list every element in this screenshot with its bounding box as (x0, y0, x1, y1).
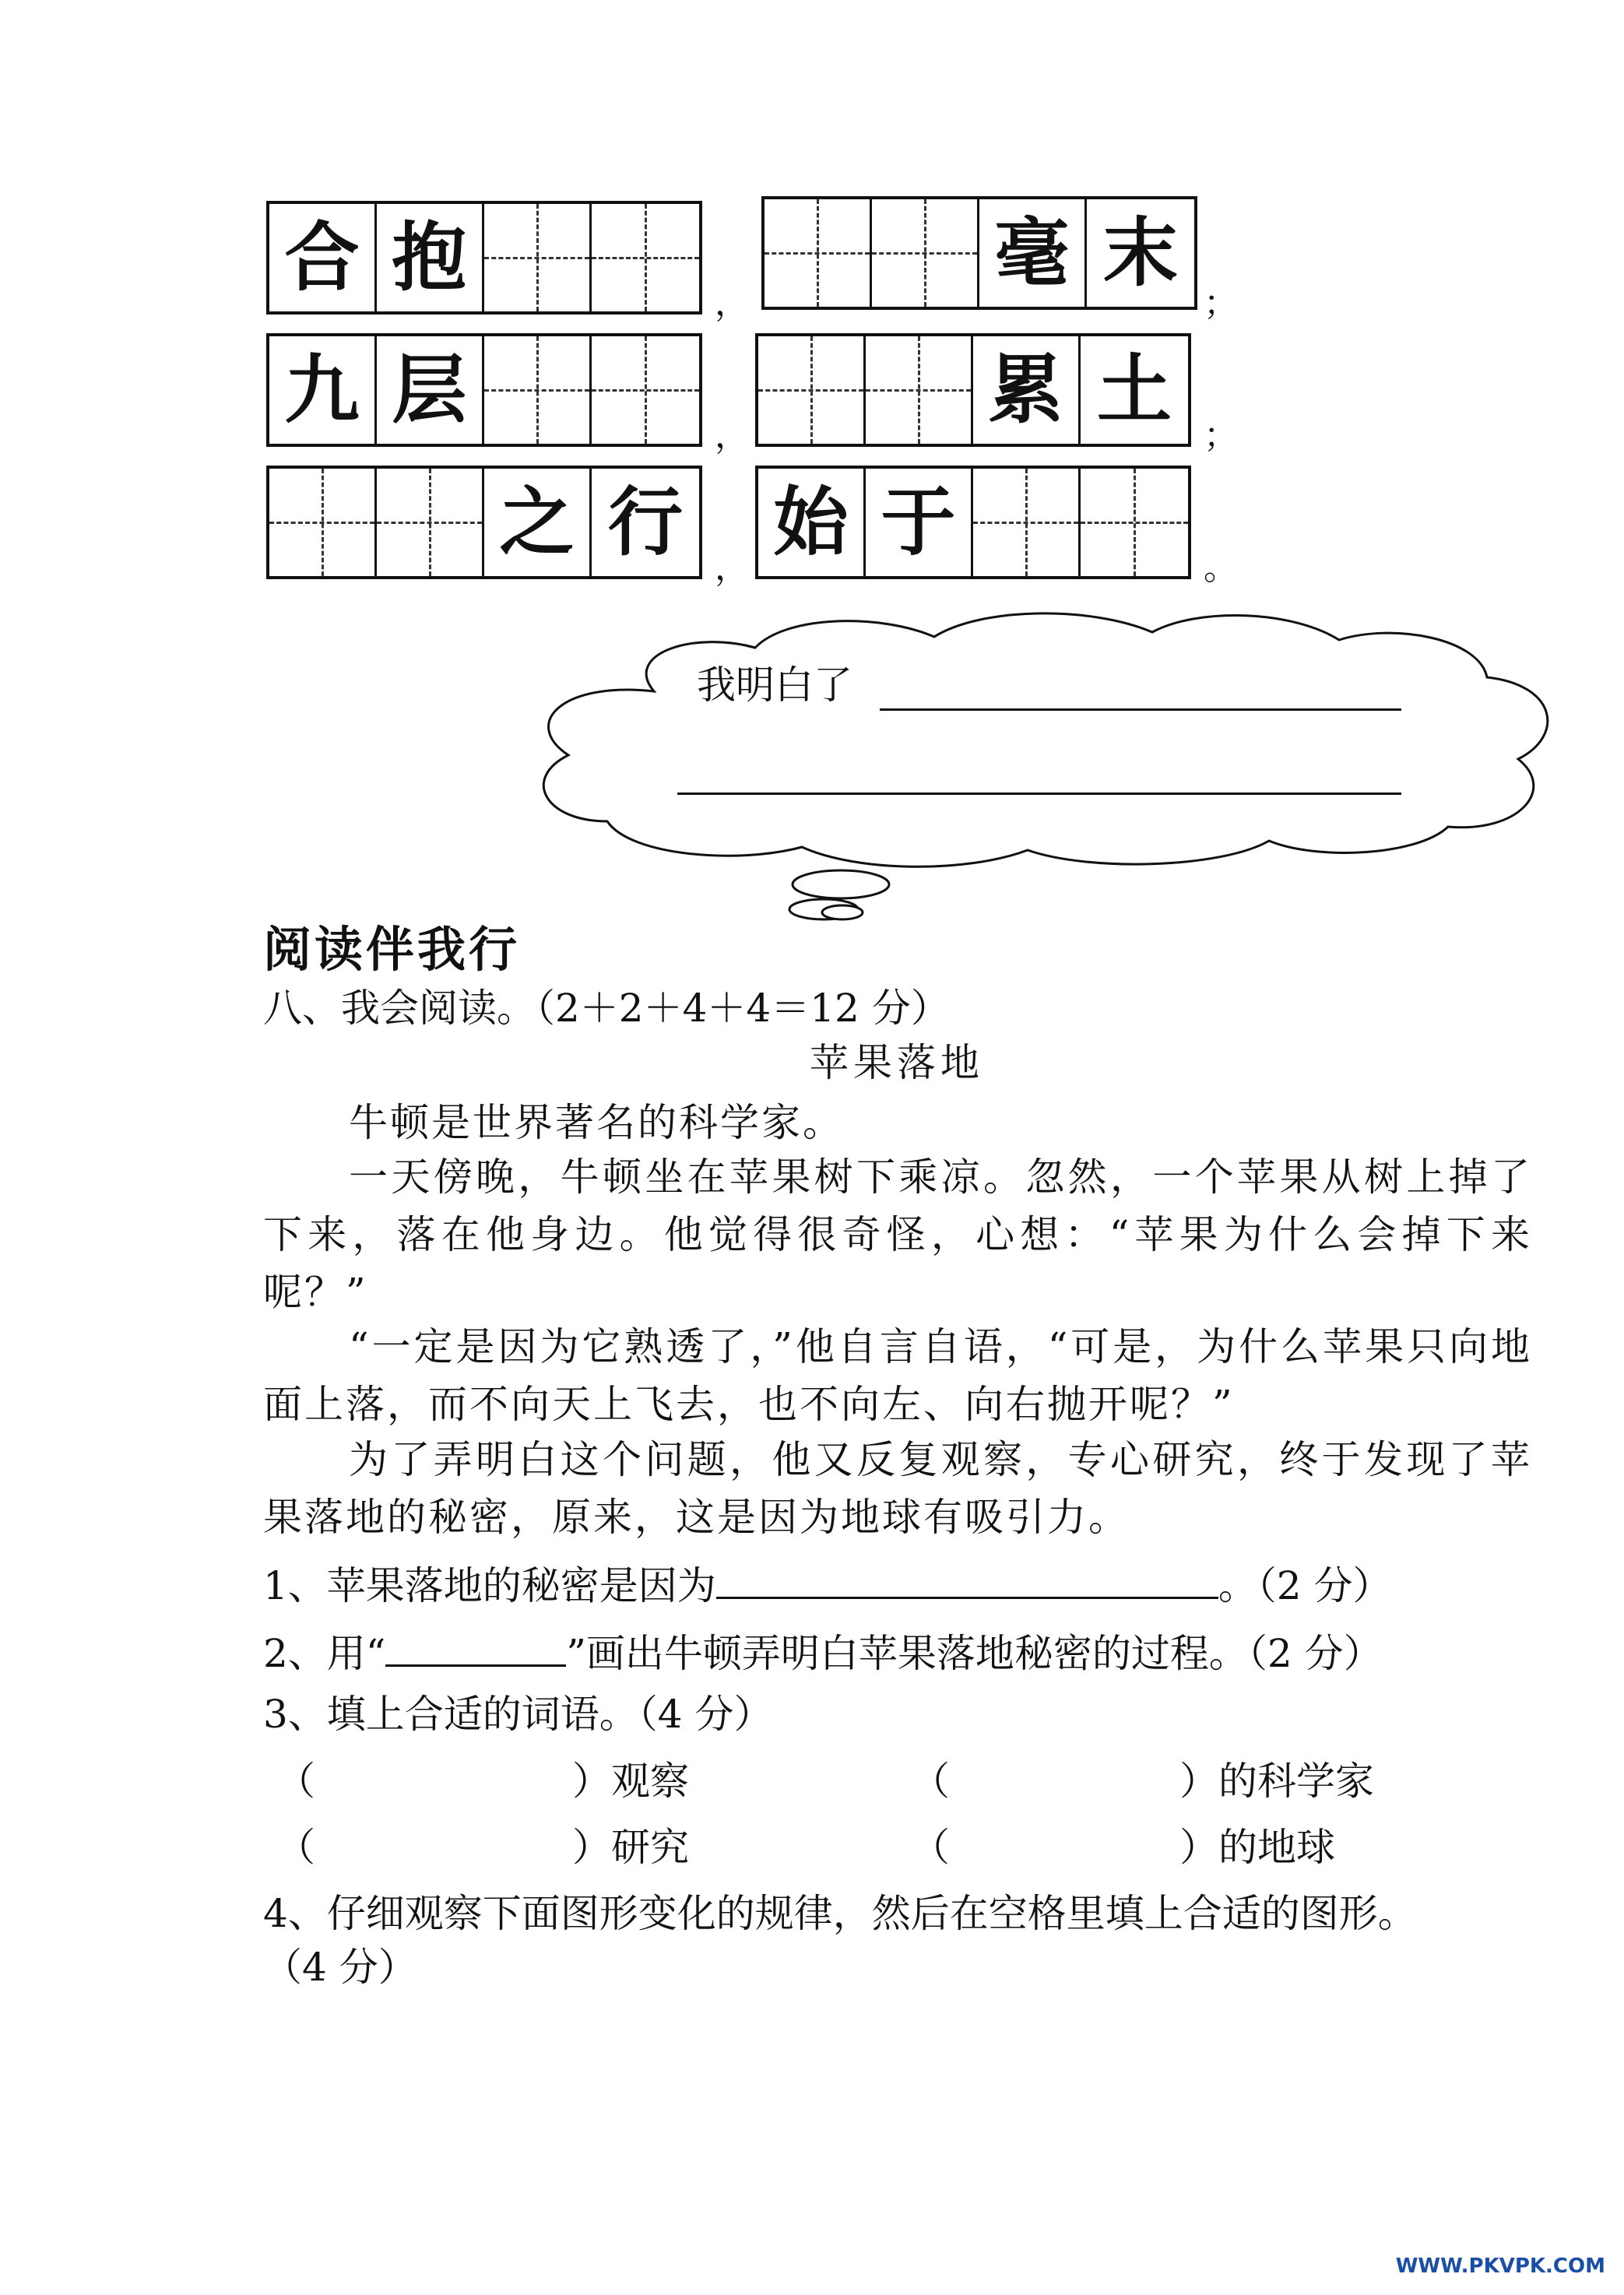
question-4-line-1: 4、仔细观察下面图形变化的规律，然后在空格里填上合适的图形。 (263, 1891, 1417, 1936)
grid-punct: 。 (1204, 548, 1238, 588)
q3-item-1: 观察 (611, 1759, 689, 1804)
grid-blank-cell[interactable] (973, 469, 1081, 576)
idiom-grid-2 (761, 196, 1197, 310)
bubble-prompt: 我明白了 (697, 662, 852, 708)
idiom-grid-3 (266, 333, 702, 447)
grid-cell: 抱 (377, 204, 484, 311)
grid-blank-cell[interactable] (872, 199, 979, 307)
grid-cell: 合 (269, 204, 377, 311)
grid-blank-cell[interactable] (592, 204, 699, 311)
q3-blank-3[interactable] (327, 1822, 561, 1868)
grid-blank-cell[interactable] (269, 469, 377, 576)
bubble-answer-line-1[interactable] (880, 708, 1401, 711)
question-3-heading: 3、填上合适的词语。（4 分） (263, 1692, 773, 1737)
grid-blank-cell[interactable] (484, 336, 592, 444)
grid-cell: 层 (377, 336, 484, 444)
grid-blank-cell[interactable] (765, 199, 872, 307)
section-title: 阅读伴我行 (263, 921, 521, 978)
cloud-outline (543, 613, 1547, 866)
grid-blank-cell[interactable] (1081, 469, 1188, 576)
bubble-tail-small (822, 905, 863, 919)
q3-open-paren: （ (276, 1759, 315, 1804)
grid-cell: 土 (1097, 346, 1172, 434)
q3-close-paren: ） (1179, 1825, 1218, 1870)
q3-item-2: 的科学家 (1218, 1759, 1374, 1804)
grid-cell: 九 (269, 336, 377, 444)
grid-cell: 末 (1103, 209, 1178, 297)
q3-open-paren: （ (911, 1759, 950, 1804)
q3-open-paren: （ (911, 1825, 950, 1870)
q3-close-paren: ） (572, 1825, 611, 1870)
question-2-instruction: ”画出牛顿弄明白苹果落地秘密的过程。（2 分） (566, 1631, 1383, 1676)
idiom-grid-5 (266, 466, 702, 579)
grid-cell: 始 (758, 469, 866, 576)
grid-blank-cell[interactable] (377, 469, 484, 576)
grid-blank-cell[interactable] (758, 336, 866, 444)
grid-punct: ； (1204, 416, 1238, 455)
question-2-text: 2、用“ (263, 1631, 386, 1676)
passage-title: 苹果落地 (810, 1040, 984, 1085)
q3-item-4: 的地球 (1218, 1825, 1335, 1870)
passage-paragraph-4: 为了弄明白这个问题，他又反复观察，专心研究，终于发现了苹果落地的秘密，原来，这是因为地球有吸引力。 (263, 1437, 1532, 1540)
grid-cell: 行 (608, 478, 683, 566)
grid-punct: ， (715, 416, 749, 455)
question-8-heading: 八、我会阅读。（2＋2＋4＋4＝12 分） (263, 986, 950, 1031)
idiom-grid-6 (755, 466, 1191, 579)
bubble-tail-large (793, 870, 889, 898)
question-2 (263, 1627, 1383, 1676)
question-4-line-2: （4 分） (263, 1945, 417, 1990)
grid-punct: ； (1204, 283, 1238, 323)
q3-close-paren: ） (1179, 1759, 1218, 1804)
grid-cell: 累 (973, 336, 1081, 444)
grid-cell: 于 (866, 469, 973, 576)
grid-cell: 毫 (979, 199, 1087, 307)
grid-blank-cell[interactable] (866, 336, 973, 444)
grid-punct: ， (715, 283, 749, 323)
q3-blank-2[interactable] (961, 1756, 1172, 1802)
idiom-grid-1 (266, 201, 702, 315)
question-1-points: 。（2 分） (1218, 1563, 1392, 1608)
thought-bubble (529, 599, 1565, 926)
q3-blank-4[interactable] (961, 1822, 1172, 1868)
grid-cell: 之 (484, 469, 592, 576)
question-2-underline-sample (385, 1627, 566, 1667)
question-1 (263, 1559, 1392, 1608)
grid-blank-cell[interactable] (484, 204, 592, 311)
q3-open-paren: （ (276, 1825, 315, 1870)
footer-site: WWW.PKVPK.COM (1395, 2255, 1605, 2278)
grid-blank-cell[interactable] (592, 336, 699, 444)
passage-paragraph-3: “一定是因为它熟透了，”他自言自语，“可是，为什么苹果只向地面上落，而不向天上飞去，也不向左、向右抛开呢？” (263, 1324, 1532, 1427)
passage-paragraph-1: 牛顿是世界著名的科学家。 (349, 1100, 844, 1145)
q3-close-paren: ） (572, 1759, 611, 1804)
bubble-answer-line-2[interactable] (677, 793, 1401, 795)
passage-paragraph-2: 一天傍晚，牛顿坐在苹果树下乘凉。忽然，一个苹果从树上掉了下来，落在他身边。他觉得很奇怪，心想：“苹果为什么会掉下来呢？” (263, 1155, 1532, 1315)
q3-blank-1[interactable] (327, 1756, 561, 1802)
q3-item-3: 研究 (611, 1825, 689, 1870)
idiom-grid-4 (755, 333, 1191, 447)
question-1-answer-blank[interactable] (716, 1559, 1218, 1599)
question-1-text: 1、苹果落地的秘密是因为 (263, 1563, 716, 1608)
grid-punct: ， (715, 548, 749, 588)
